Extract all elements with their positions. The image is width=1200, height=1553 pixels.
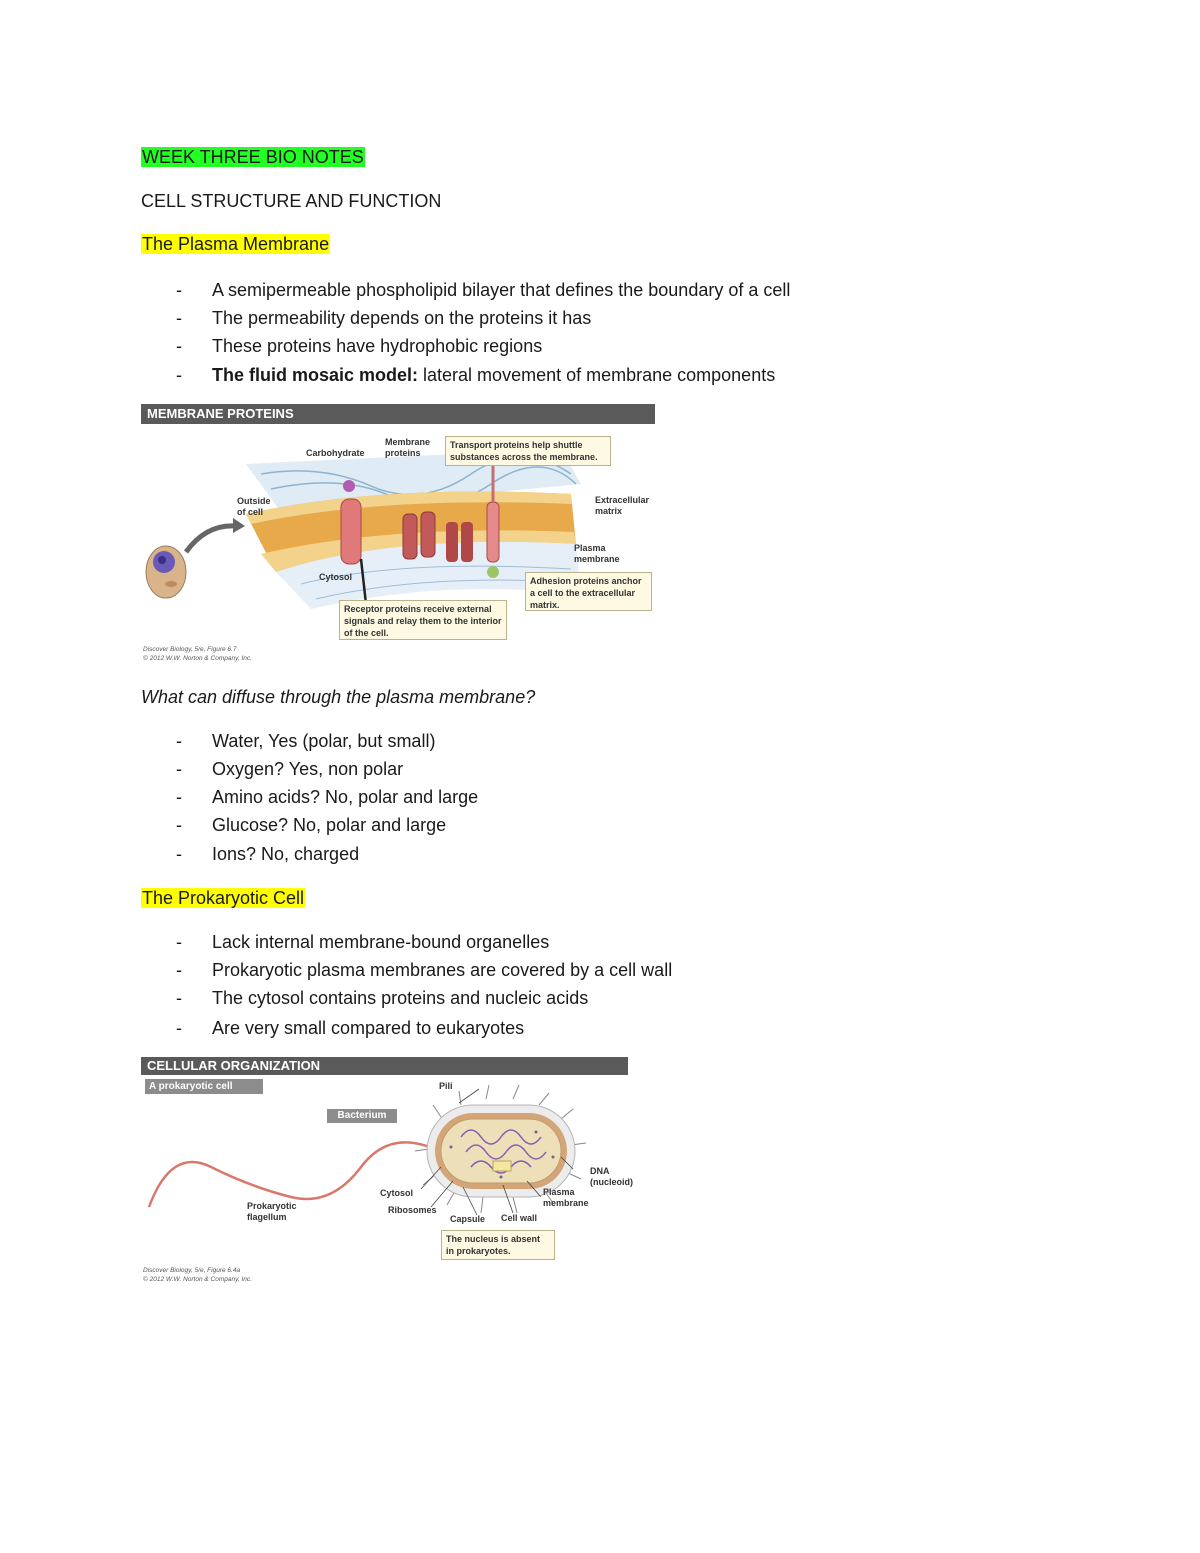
section-heading-prokaryote-text: The Prokaryotic Cell (142, 888, 305, 908)
list-item (0, 843, 1200, 865)
label-flagellum: Prokaryotic flagellum (247, 1201, 297, 1222)
bullet-text: Prokaryotic plasma membranes are covered by a cell wall (212, 960, 673, 980)
figure-subheader: A prokaryotic cell (145, 1079, 263, 1094)
label-membrane-proteins: Membrane proteins (385, 437, 431, 458)
figure-header: CELLULAR ORGANIZATION (141, 1057, 628, 1075)
bullet-dash: - (176, 960, 182, 980)
figure-credit: Discover Biology, 5/e, Figure 6.4a (143, 1267, 241, 1274)
bullet-text: Oxygen? Yes, non polar (212, 759, 404, 779)
list-item (0, 786, 1200, 808)
figure-header: MEMBRANE PROTEINS (141, 404, 655, 424)
bullet-text: Glucose? No, polar and large (212, 815, 447, 835)
callout-receptor: Receptor proteins receive external signals and relay them to the interior of the cell. (339, 600, 507, 640)
label-extracellular-matrix: Extracellular matrix (595, 495, 650, 516)
list-item (0, 307, 1200, 329)
list-item (0, 1017, 1200, 1039)
label-ribosomes: Ribosomes (388, 1205, 437, 1215)
bullet-dash: - (176, 932, 182, 952)
label-carbohydrate: Carbohydrate (306, 448, 365, 458)
label-cytosol: Cytosol (380, 1188, 414, 1198)
list-item (0, 335, 1200, 357)
label-plasma-membrane: Plasma membrane (574, 543, 620, 564)
section-heading-prokaryote (141, 887, 305, 909)
bullet-dash: - (176, 731, 182, 751)
label-capsule: Capsule (450, 1214, 486, 1224)
label-cell-wall: Cell wall (501, 1213, 538, 1223)
figure-credit: © 2012 W.W. Norton & Company, Inc. (143, 1276, 252, 1283)
doc-subtitle: CELL STRUCTURE AND FUNCTION (141, 191, 442, 211)
fluid-model-term: The fluid mosaic model: (212, 365, 419, 385)
label-outside-of-cell: Outside of cell (237, 496, 271, 517)
arrow-icon (186, 526, 236, 552)
list-item (0, 931, 1200, 953)
bullet-text: Amino acids? No, polar and large (212, 787, 479, 807)
bullet-text (212, 364, 775, 386)
list-item (0, 279, 1200, 301)
bullet-dash: - (176, 365, 182, 385)
diffuse-question: What can diffuse through the plasma membrane? (141, 687, 536, 707)
label-dna: DNA (nucleoid) (590, 1166, 633, 1187)
cell-illustration-icon (146, 546, 186, 598)
label-pili: Pili (439, 1081, 453, 1091)
callout-transport: Transport proteins help shuttle substances across the membrane. (445, 436, 611, 466)
bullet-dash: - (176, 988, 182, 1008)
bullet-text: The cytosol contains proteins and nucleic acids (212, 988, 589, 1008)
bullet-text: Are very small compared to eukaryotes (212, 1018, 525, 1038)
bullet-dash: - (176, 759, 182, 779)
bullet-text: Water, Yes (polar, but small) (212, 731, 436, 751)
bullet-dash: - (176, 787, 182, 807)
doc-title (141, 146, 365, 168)
section-heading-membrane (141, 233, 330, 255)
bullet-text: The permeability depends on the proteins it has (212, 308, 592, 328)
figure-credit: © 2012 W.W. Norton & Company, Inc. (143, 655, 252, 662)
list-item (0, 730, 1200, 752)
bullet-text: These proteins have hydrophobic regions (212, 336, 543, 356)
list-item (0, 987, 1200, 1009)
bullet-dash: - (176, 280, 182, 300)
bullet-dash: - (176, 308, 182, 328)
bullet-text: Ions? No, charged (212, 844, 360, 864)
doc-title-text: WEEK THREE BIO NOTES (142, 147, 364, 167)
bullet-dash: - (176, 844, 182, 864)
fluid-model-desc: lateral movement of membrane components (418, 365, 776, 385)
label-plasma-membrane: Plasma membrane (543, 1187, 589, 1208)
figure-credit: Discover Biology, 5/e, Figure 6.7 (143, 646, 237, 653)
membrane-proteins-figure (141, 404, 655, 666)
callout-adhesion: Adhesion proteins anchor a cell to the extracellular matrix. (525, 572, 652, 611)
callout-nucleus-absent: The nucleus is absent in prokaryotes. (441, 1230, 555, 1260)
bullet-text: Lack internal membrane-bound organelles (212, 932, 550, 952)
prokaryotic-cell-figure (141, 1057, 633, 1287)
list-item (0, 959, 1200, 981)
section-heading-membrane-text: The Plasma Membrane (142, 234, 330, 254)
list-item (0, 364, 1200, 386)
bullet-dash: - (176, 815, 182, 835)
label-cytosol: Cytosol (319, 572, 353, 582)
bullet-text: A semipermeable phospholipid bilayer that defines the boundary of a cell (212, 280, 791, 300)
bullet-dash: - (176, 1018, 182, 1038)
list-item (0, 814, 1200, 836)
bullet-dash: - (176, 336, 182, 356)
list-item (0, 758, 1200, 780)
label-bacterium: Bacterium (327, 1109, 397, 1123)
